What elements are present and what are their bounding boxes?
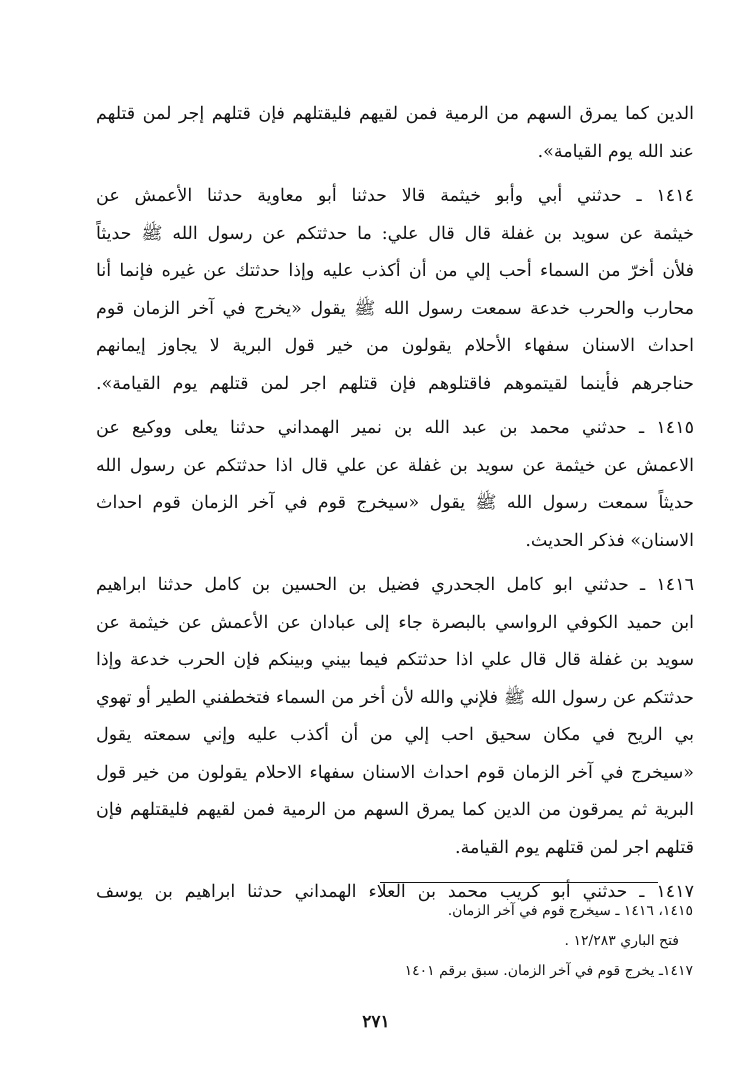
footnote-1417: ١٤١٧ـ يخرج قوم في آخر الزمان. سبق برقم ١٤٠١ xyxy=(404,963,693,979)
text-line: خيثمة عن سويد بن غفلة قال قال علي: ما حدثتكم عن رسول الله ﷺ حديثاً xyxy=(96,223,694,244)
text-line: حدثتكم عن رسول الله ﷺ فلإني والله لأن أخر من السماء فتخطفني الطير أو تهوي xyxy=(96,687,694,708)
paragraph-hadith-1414 xyxy=(96,178,694,403)
text-line: ١٤١٥ ـ حدثني محمد بن عبد الله بن نمير الهمداني حدثنا يعلى ووكيع عن xyxy=(96,418,694,438)
text-line: ١٤١٧ ـ حدثني أبو كريب محمد بن العلاء الهمداني حدثنا ابراهيم بن يوسف xyxy=(96,882,694,902)
footnote-1415-1416: ١٤١٥، ١٤١٦ ـ سيخرج قوم في آخر الزمان. xyxy=(447,903,693,919)
footnotes xyxy=(96,896,693,986)
paragraph-hadith-1416 xyxy=(96,567,694,867)
text-line: بي الريح في مكان سحيق احب إلي من أن أكذب عليه وإني سمعته يقول xyxy=(96,725,694,745)
text-line: احداث الاسنان سفهاء الأحلام يقولون من خير قول البرية لا يجاوز إيمانهم xyxy=(96,336,694,356)
text-line: حناجرهم فأينما لقيتموهم فاقتلوهم فإن قتلهم اجر لمن قتلهم يوم القيامة». xyxy=(96,373,694,394)
text-line: سويد بن غفلة قال قال علي اذا حدثتكم فيما بيني وبينكم فإن الحرب خدعة وإذا xyxy=(96,650,694,670)
text-line: الاسنان» فذكر الحديث. xyxy=(525,530,694,551)
text-line: قتلهم اجر لمن قتلهم يوم القيامة. xyxy=(455,837,694,858)
text-line: ١٤١٤ ـ حدثني أبي وأبو خيثمة قالا حدثنا أبو معاوية حدثنا الأعمش عن xyxy=(96,186,694,206)
footnote-separator xyxy=(380,882,658,883)
text-line: فلأن أخرّ من السماء أحب إلي من أن أكذب عليه وإذا حدثتك عن غيره فإنما أنا xyxy=(96,261,694,281)
main-text xyxy=(96,96,694,912)
text-line: ١٤١٦ ـ حدثني ابو كامل الجحدري فضيل بن الحسين بن كامل حدثنا ابراهيم xyxy=(96,575,694,595)
text-line: محارب والحرب خدعة سمعت رسول الله ﷺ يقول «يخرج في آخر الزمان قوم xyxy=(96,298,694,319)
text-line: الاعمش عن خيثمة عن سويد بن غفلة عن علي قال اذا حدثتكم عن رسول الله xyxy=(96,455,694,476)
text-line: البرية ثم يمرقون من الدين كما يمرق السهم من الرمية فمن لقيهم فليقتلهم فإن xyxy=(96,800,694,820)
text-line: حديثاً سمعت رسول الله ﷺ يقول «سيخرج قوم في آخر الزمان قوم احداث xyxy=(96,493,694,513)
page-number: ٢٧١ xyxy=(362,1012,390,1032)
text-line: الدين كما يمرق السهم من الرمية فمن لقيهم فليقتلهم فإن قتلهم إجر لمن قتلهم xyxy=(96,104,694,124)
text-line: «سيخرج في آخر الزمان قوم احداث الاسنان سفهاء الاحلام يقولون من خير قول xyxy=(96,762,694,783)
paragraph-continuation xyxy=(96,96,694,171)
text-line: عند الله يوم القيامة». xyxy=(537,141,694,162)
text-line: ابن حميد الكوفي الرواسي بالبصرة جاء إلى عبادان عن الأعمش عن خيثمة عن xyxy=(96,612,694,633)
paragraph-hadith-1415 xyxy=(96,410,694,560)
footnote-fath-al-bari: فتح الباري ١٢/٢٨٣ . xyxy=(564,933,679,949)
